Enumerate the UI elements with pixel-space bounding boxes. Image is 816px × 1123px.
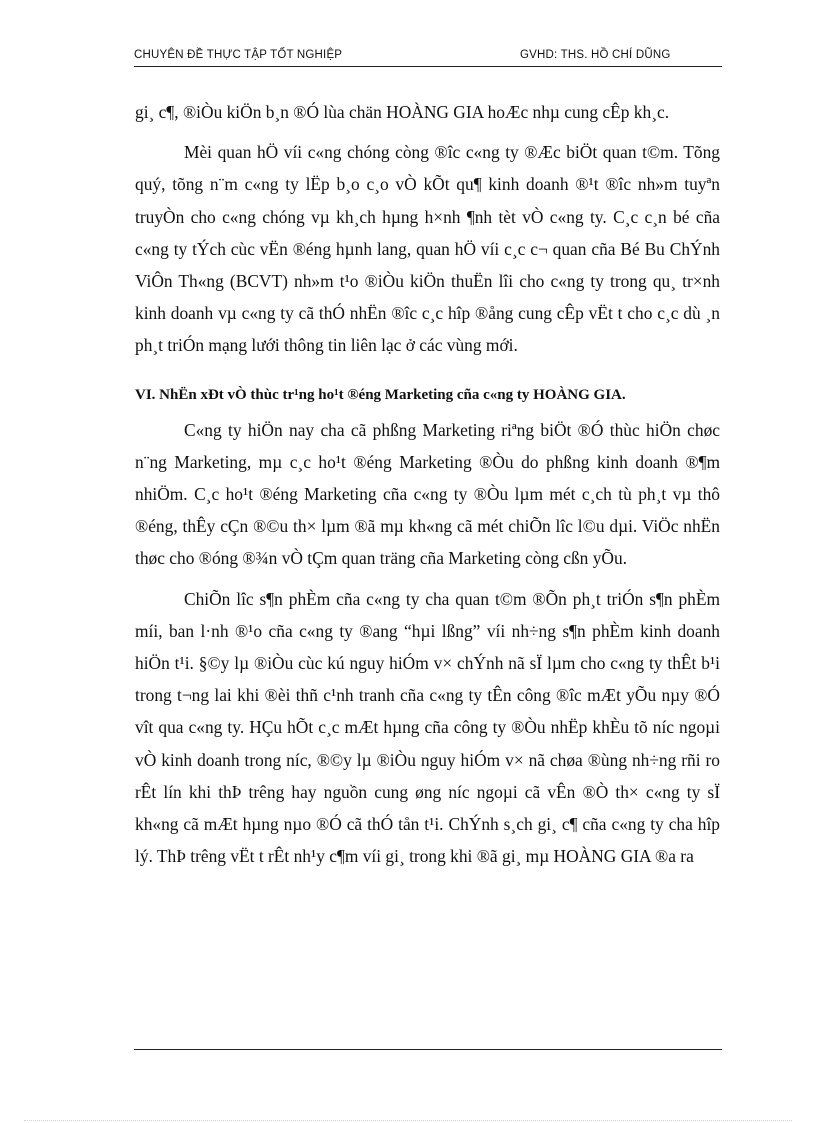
- section-heading: VI. NhËn xÐt vÒ thùc tr¹ng ho¹t ®éng Marketing cña c«ng ty HOÀNG GIA.: [135, 386, 626, 403]
- paragraph-continuation: gi¸ c¶, ®iÒu kiÖn b¸n ®Ó lùa chän HOÀNG GIA hoÆc nhµ cung cÊp kh¸c.: [135, 102, 670, 122]
- footer-divider: [134, 1049, 722, 1050]
- paragraph-public-relations: Mèi quan hÖ víi c«ng chóng còng ®îc c«ng ty ®Æc biÖt quan t©m. Tõng quý, tõng n¨m c«ng ty lËp b¸o c¸o vÒ kÕt qu¶ kinh doanh ®¹t ®îc nh»m tuyªn truyÒn cho c«ng chóng vµ kh¸ch hµng h×nh ¶nh tèt vÒ c«ng ty. C¸c c¸n bé cña c«ng ty tÝch cùc vËn ®éng hµnh lang, quan hÖ víi c¸c c¬ quan cña Bé Bu ChÝnh ViÔn Th«ng (BCVT) nh»m t¹o ®iÒu kiÖn thuËn lîi cho c«ng ty trong qu¸ tr×nh kinh doanh vµ c«ng ty cã thÓ nhËn ®îc c¸c hîp ®ång cung cÊp vËt t cho c¸c dù ¸n ph¸t triÓn mạng lưới thông tin liên lạc ở các vùng mới.: [135, 142, 720, 356]
- page-boundary: [24, 1120, 792, 1121]
- paragraph-product-strategy: ChiÕn lîc s¶n phÈm cña c«ng ty cha quan t©m ®Õn ph¸t triÓn s¶n phÈm míi, ban l·nh ®¹o cña c«ng ty ®ang “hµi lßng” víi nh÷ng s¶n phÈm kinh doanh hiÖn t¹i. §©y lµ ®iÒu cùc kú nguy hiÓm v× chÝnh nã sÏ lµm cho c«ng ty thÊt b¹i trong t¬ng lai khi ®èi thñ c¹nh tranh cña c«ng ty tÊn công ®îc mÆt yÕu nµy ®Ó vît qua c«ng ty. HÇu hÕt c¸c mÆt hµng cña công ty ®Òu nhËp khÈu tõ níc ngoµi vÒ kinh doanh trong níc, ®©y lµ ®iÒu nguy hiÓm v× nã chøa ®ùng nh÷ng rñi ro rÊt lín khi thÞ trêng hay nguồn cung øng níc ngoµi cã vÊn ®Ò th× c«ng ty sÏ kh«ng cã mÆt hµng nµo ®Ó cã thÓ tån t¹i. ChÝnh s¸ch gi¸ c¶ cña c«ng ty cha hîp lý. ThÞ trêng vËt t rÊt nh¹y c¶m víi gi¸ trong khi ®ã gi¸ mµ HOÀNG GIA ®a ra: [135, 588, 720, 867]
- header-divider: [134, 66, 722, 67]
- header-title: CHUYÊN ĐỀ THỰC TẬP TỐT NGHIỆP: [134, 49, 343, 61]
- header-advisor: GVHD: THS. HỒ CHÍ DŨNG: [520, 49, 671, 61]
- document-body: [135, 96, 720, 872]
- paragraph-marketing-department: C«ng ty hiÖn nay cha cã phßng Marketing riªng biÖt ®Ó thùc hiÖn chøc n¨ng Marketing, mµ c¸c ho¹t ®éng Marketing ®Òu do phßng kinh doanh ®¶m nhiÖm. C¸c ho¹t ®éng Marketing cña c«ng ty ®Òu lµm mét c¸ch tù ph¸t vµ thô ®éng, thÊy cÇn ®©u th× lµm ®ã mµ kh«ng cã mét chiÕn lîc l©u dµi. ViÖc nhËn thøc cho ®óng ®¾n vÒ tÇm quan träng cña Marketing còng cßn yÕu.: [135, 419, 720, 569]
